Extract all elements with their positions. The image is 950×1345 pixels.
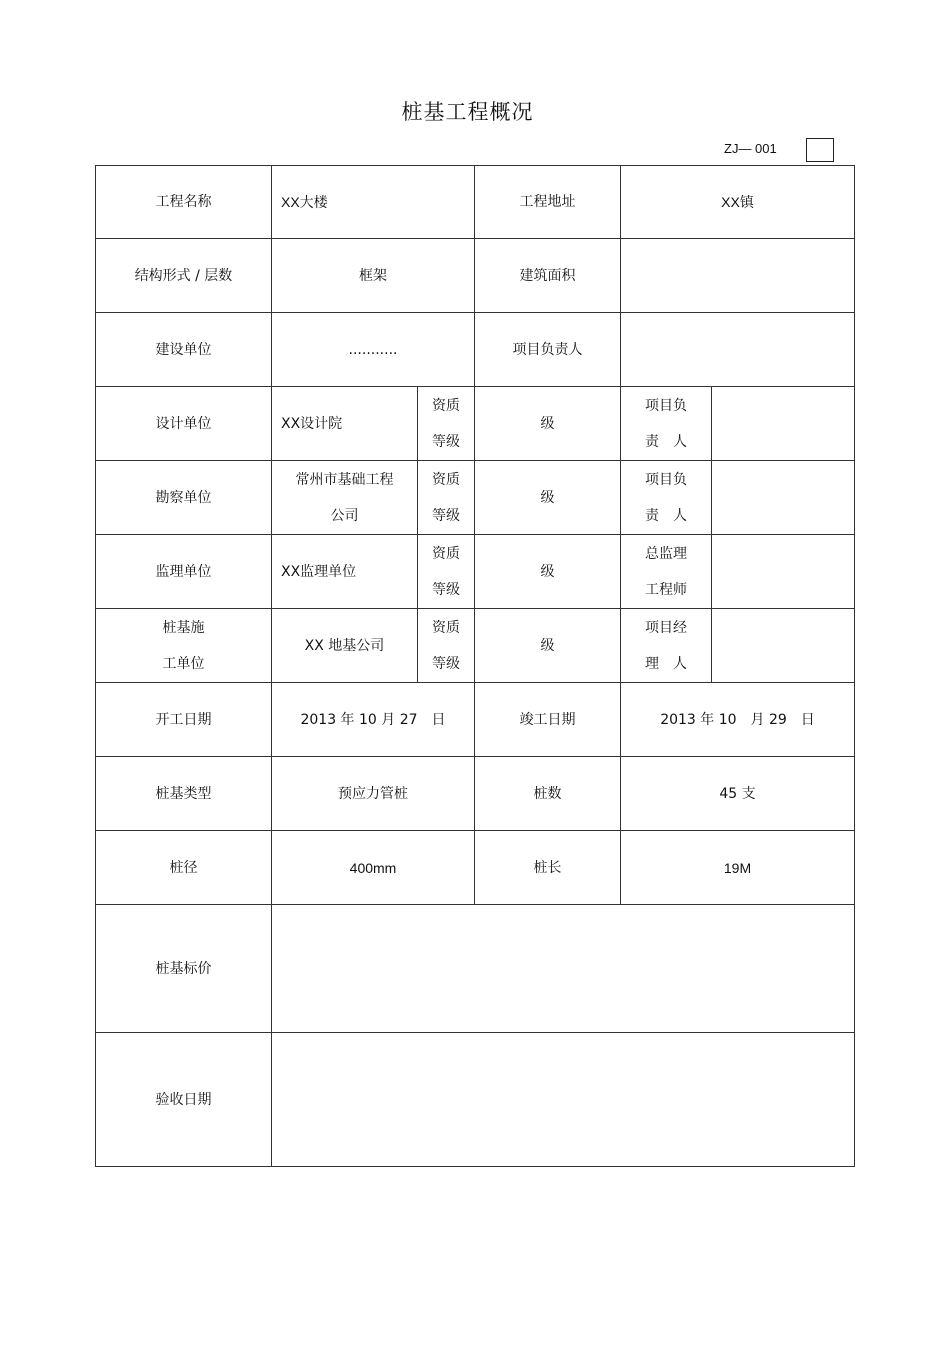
table-row [96,313,855,387]
survey-unit-value[interactable] [272,461,418,535]
grade-value[interactable]: 级 [475,609,621,683]
project-address-value[interactable]: XX镇 [621,166,855,239]
table-row [96,535,855,609]
supervision-unit-label: 监理单位 [96,535,272,609]
qualification-line-2: 等级 [432,655,460,672]
design-unit-value[interactable]: XX设计院 [272,387,418,461]
person-label-line-2: 责 人 [645,433,687,450]
pile-count-value[interactable]: 45 支 [621,757,855,831]
grade-value[interactable]: 级 [475,387,621,461]
chief-supervisor-value[interactable] [712,535,855,609]
acceptance-date-value[interactable] [272,1033,855,1167]
qualification-line-1: 资质 [432,471,460,488]
project-manager-value[interactable] [712,609,855,683]
person-label-line-1: 总监理 [645,545,687,562]
survey-person-label [621,461,712,535]
table-row [96,683,855,757]
qualification-line-2: 等级 [432,433,460,450]
page-title: 桩基工程概况 [401,100,534,124]
pile-length-label: 桩长 [475,831,621,905]
survey-unit-line-2: 公司 [330,507,359,524]
survey-person-value[interactable] [712,461,855,535]
project-address-label: 工程地址 [475,166,621,239]
acceptance-date-label: 验收日期 [96,1033,272,1167]
code-checkbox[interactable] [806,138,834,162]
qualification-line-1: 资质 [432,545,460,562]
builder-label: 建设单位 [96,313,272,387]
table-row [96,609,855,683]
qualification-line-2: 等级 [432,581,460,598]
table-row [96,831,855,905]
project-name-value[interactable]: XX大楼 [272,166,475,239]
table-row [96,387,855,461]
project-manager-label [621,609,712,683]
project-leader-value[interactable] [621,313,855,387]
table-row [96,239,855,313]
pile-length-value[interactable]: 19M [621,831,855,905]
design-person-label [621,387,712,461]
project-name-label: 工程名称 [96,166,272,239]
chief-supervisor-label [621,535,712,609]
design-unit-label: 设计单位 [96,387,272,461]
grade-value[interactable]: 级 [475,535,621,609]
person-label-line-1: 项目负 [645,397,687,414]
person-label-line-2: 理 人 [645,655,687,672]
qualification-label [418,535,475,609]
grade-value[interactable]: 级 [475,461,621,535]
builder-value[interactable]: ........... [272,313,475,387]
table-row [96,166,855,239]
survey-unit-line-1: 常州市基础工程 [295,471,394,488]
pile-type-value[interactable]: 预应力管桩 [272,757,475,831]
survey-unit-label: 勘察单位 [96,461,272,535]
table-row [96,905,855,1033]
qualification-line-1: 资质 [432,619,460,636]
person-label-line-2: 工程师 [645,581,687,598]
structure-value[interactable]: 框架 [272,239,475,313]
start-date-label: 开工日期 [96,683,272,757]
pile-diameter-label: 桩径 [96,831,272,905]
form-code: ZJ— 001 [724,141,777,156]
supervision-unit-value[interactable]: XX监理单位 [272,535,418,609]
building-area-value[interactable] [621,239,855,313]
person-label-line-1: 项目负 [645,471,687,488]
pile-foundation-table [95,165,855,1167]
pile-construction-value[interactable]: XX 地基公司 [272,609,418,683]
qualification-label [418,609,475,683]
qualification-line-2: 等级 [432,507,460,524]
person-label-line-2: 责 人 [645,507,687,524]
end-date-value[interactable]: 2013 年 10 月 29 日 [621,683,855,757]
table-row [96,1033,855,1167]
building-area-label: 建筑面积 [475,239,621,313]
qualification-line-1: 资质 [432,397,460,414]
start-date-value[interactable]: 2013 年 10 月 27 日 [272,683,475,757]
pile-construction-line-1: 桩基施 [162,619,205,636]
design-person-value[interactable] [712,387,855,461]
project-leader-label: 项目负责人 [475,313,621,387]
pile-construction-line-2: 工单位 [162,655,205,672]
pile-count-label: 桩数 [475,757,621,831]
pile-price-label: 桩基标价 [96,905,272,1033]
table-row [96,757,855,831]
pile-diameter-value[interactable]: 400mm [272,831,475,905]
qualification-label [418,461,475,535]
structure-label: 结构形式 / 层数 [96,239,272,313]
end-date-label: 竣工日期 [475,683,621,757]
person-label-line-1: 项目经 [645,619,687,636]
pile-construction-label [96,609,272,683]
table-row [96,461,855,535]
qualification-label [418,387,475,461]
pile-price-value[interactable] [272,905,855,1033]
pile-type-label: 桩基类型 [96,757,272,831]
